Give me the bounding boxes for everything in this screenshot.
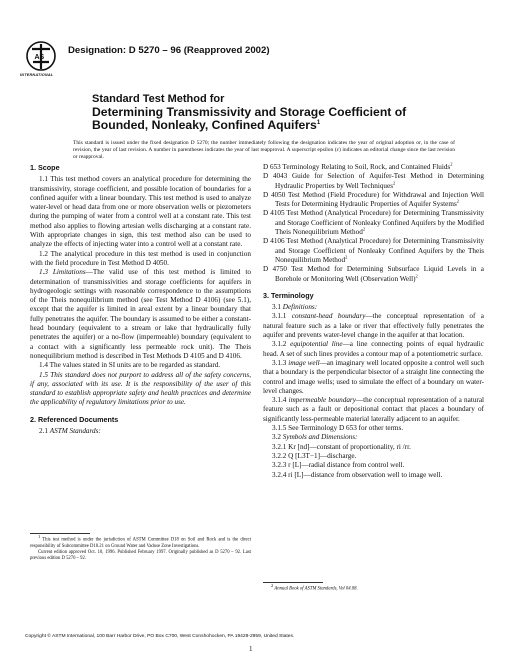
para-3-1: 3.1 Definitions:: [272, 303, 318, 312]
footnote-1: $^1$ This test method is under the jurisdiction of ASTM Committee D18 on Soil and Rock and is the direct responsibility of Subcommittee D18.21 on Ground Water and Vadose Zone Investigations. Current edition approved Oct. 10, 1996. Published February 1997. Originally published as D 5270 – 92. Last previous edition D 5270 – 92.: [30, 534, 251, 562]
astm-logo-icon: [22, 40, 60, 80]
ref-item: D 4106 Test Method (Analytical Procedure) for Determining Transmissivity and Storage Coefficient of Nonleaky Confined Aquifers by the Theis Nonequilibrium Method$^2$: [263, 237, 484, 264]
para-3-1-5: 3.1.5 See Terminology D 653 for other terms.: [272, 424, 404, 433]
ref-item: D 4750 Test Method for Determining Subsurface Liquid Levels in a Borehole or Monitoring Well (Observation Well)$^2$: [263, 265, 484, 283]
ref-item: D 653 Terminology Relating to Soil, Rock, and Contained Fluids$^2$: [263, 161, 453, 171]
title-line-1: Standard Test Method for: [92, 93, 225, 105]
left-column: [30, 163, 251, 436]
para-3-2-3: 3.2.3 r [L]—radial distance from control well.: [272, 461, 405, 470]
para-3-1-1: 3.1.1 constant-head boundary—the conceptual representation of a natural feature such as a lake or river that effectively fully penetrates the aquifer and prevents water-level change in the aquifer at that location.: [263, 312, 484, 340]
para-3-2: 3.2 Symbols and Dimensions:: [272, 433, 358, 442]
designation: Designation: D 5270 – 96 (Reapproved 2002): [68, 45, 270, 56]
para-3-1-4: 3.1.4 impermeable boundary—the conceptual representation of a natural feature such as a fault or depositional contact that places a boundary of significantly less-permeable material laterally adjacent to an aquifer.: [263, 396, 485, 423]
page-number: 1: [249, 645, 253, 653]
scope-heading: 1. Scope: [30, 163, 60, 172]
para-3-2-1: 3.2.1 Kr [nd]—constant of proportionality, ri /rr.: [272, 442, 411, 451]
para-3-2-4: 3.2.4 ri [L]—distance from observation well to image well.: [272, 470, 443, 479]
para-1-3: 1.3 Limitations—The valid use of this test method is limited to determination of transmissivities and storage coefficients for aquifers in hydrogeologic settings with reasonable correspondence to the assumptions of the Theis nonequilibrium method (see Test Method D 4106) (see 5.1), except that the aquifer is limited in areal extent by a linear boundary that fully penetrates the aquifer. The boundary is assumed to be either a constant-head boundary (equivalent to a stream or lake that hydraulically fully penetrates the aquifer) or a no-flow (impermeable) boundary (equivalent to a contact with a significantly less permeable rock unit). The Theis nonequilibrium method is described in Test Methods D 4105 and D 4106.: [30, 268, 251, 360]
ref-item: D 4105 Test Method (Analytical Procedure) for Determining Transmissivity and Storage Coefficient of Nonleaky Confined Aquifers by the Modified Theis Nonequilibrium Method$^2$: [263, 209, 484, 237]
right-column: [263, 163, 484, 480]
logo-text: INTERNATIONAL: [20, 73, 54, 77]
para-1-5: 1.5 This standard does not purport to address all of the safety concerns, if any, associated with its use. It is the responsibility of the user of this standard to establish appropriate safety and health practices and determine the applicability of regulatory limitations prior to use.: [30, 370, 251, 407]
para-1-4: 1.4 The values stated in SI units are to be regarded as standard.: [39, 361, 221, 370]
ref-item: D 4050 Test Method (Field Procedure) for Withdrawal and Injection Well Tests for Determining Hydraulic Properties of Aquifer Systems$^2$: [263, 190, 484, 209]
title-footnote-mark: 1: [316, 119, 321, 126]
title-line-3: Bounded, Nonleaky, Confined Aquifers$^1$: [92, 118, 321, 132]
title-block: [92, 93, 472, 132]
terminology-heading: 3. Terminology: [263, 290, 314, 300]
para-1-2: 1.2 The analytical procedure in this test method is used in conjunction with the field procedure in Test Method D 4050.: [30, 249, 251, 267]
ref-item: D 4043 Guide for Selection of Aquifer-Test Method in Determining Hydraulic Properties by Well Techniques$^2$: [263, 172, 484, 190]
para-3-1-2: 3.1.2 equipotential line—a line connecting points of equal hydraulic head. A set of such lines provides a contour map of a potentiometric surface.: [263, 340, 484, 358]
para-1-1: 1.1 This test method covers an analytical procedure for determining the transmissivity, storage coefficient, and possible location of boundaries for a confined aquifer with a linear boundary. This test method is used to analyze water-level or head data from one or more observation wells or piezometers during the pumping of water from a control well at a constant rate. This test method also applies to flowing artesian wells discharging at a constant rate. With appropriate changes in sign, this test method also can be used to analyze the effects of injecting water into a control well at a constant rate.: [30, 175, 251, 249]
para-3-2-2: 3.2.2 Q [L3T−1]—discharge.: [272, 451, 357, 460]
copyright-line: Copyright © ASTM International, 100 Barr Harbor Drive, PO Box C700, West Conshohocken, PA 19428-2959, United States.: [25, 634, 295, 639]
para-2-1: 2.1 ASTM Standards:: [39, 427, 101, 436]
notice: This standard is issued under the fixed designation D 5270; the number immediately following the designation indicates the year of original adoption or, in the case of revision, the year of last revision. A number in parentheses indicates the year of last reapproval. A superscript epsilon (ε) indicates an editorial change since the last revision or reapproval.: [73, 140, 455, 160]
para-3-1-3: 3.1.3 image well—an imaginary well located opposite a control well such that a boundary is the perpendicular bisector of a straight line connecting the control and image wells; used to simulate the effect of a boundary on water-level changes.: [263, 358, 485, 395]
references-heading: 2. Referenced Documents: [30, 414, 119, 424]
title-line-2: Determining Transmissivity and Storage Coefficient of: [92, 105, 407, 119]
svg-text:AS: AS: [34, 54, 45, 61]
footnote-2: $^2$ Annual Book of ASTM Standards, Vol 04.08.: [263, 582, 484, 593]
